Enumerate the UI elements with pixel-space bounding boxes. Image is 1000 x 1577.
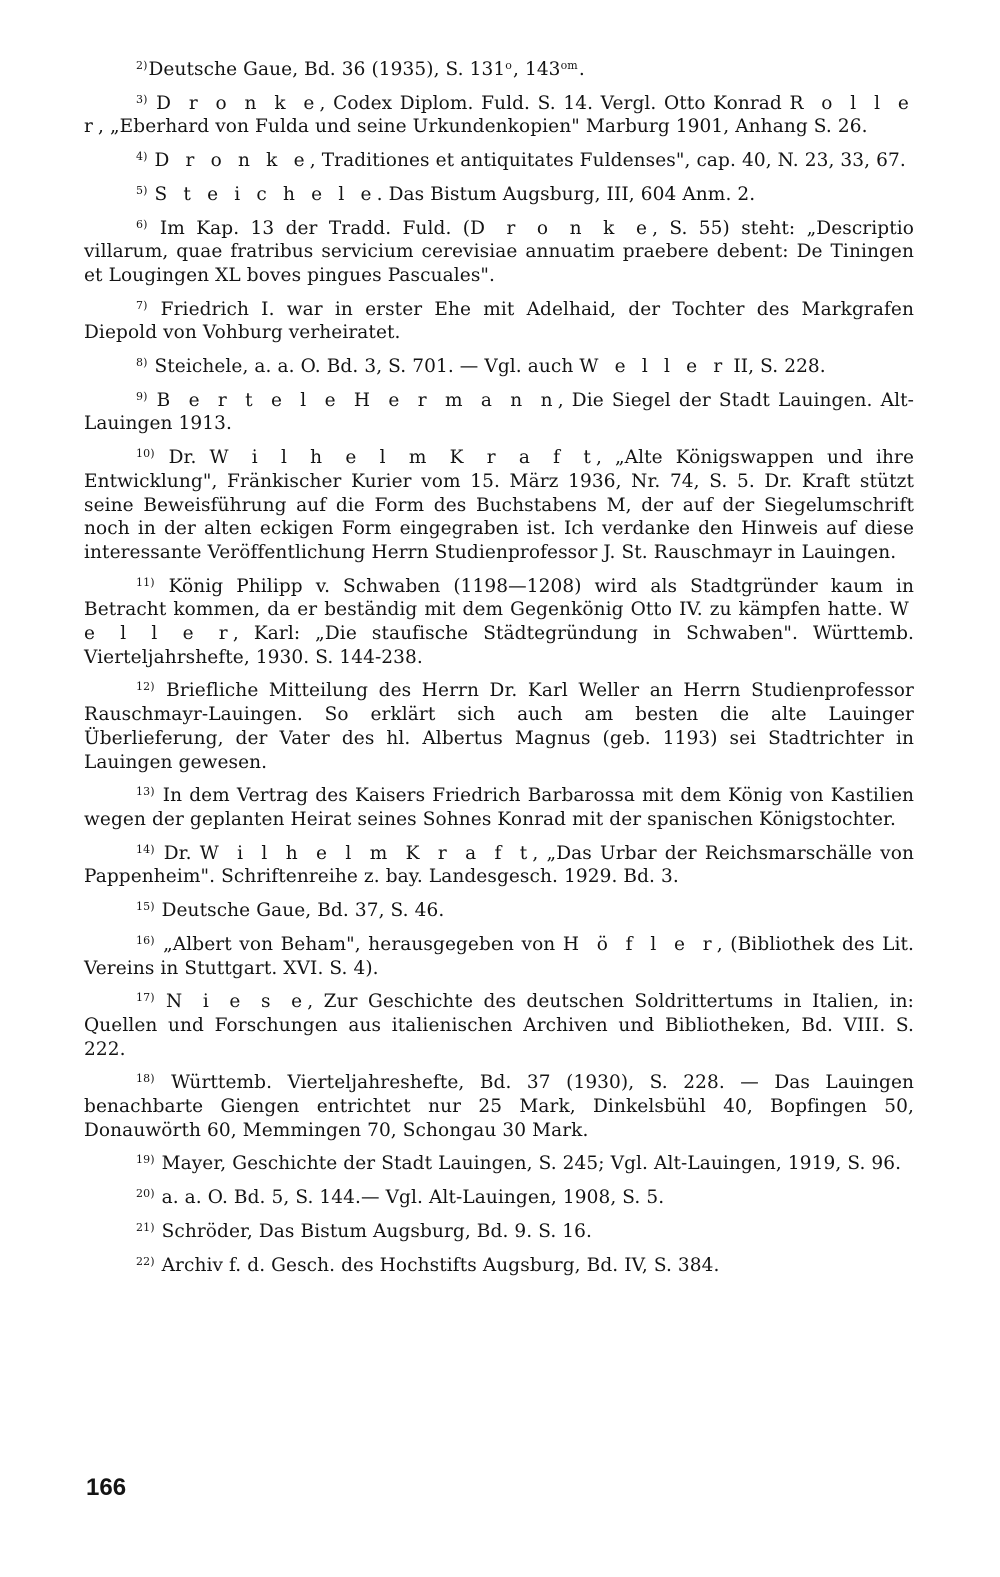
footnote-text: , Karl: „Die staufische Städtegründung in Schwaben". Württemb. Vierteljahrshefte, 1930. S. 144-238. (84, 623, 915, 668)
spaced-name: W e l l e r (579, 356, 728, 378)
footnote-text: II, S. 228. (727, 356, 826, 378)
footnote-2 (84, 58, 914, 82)
footnote-8 (84, 355, 914, 379)
footnote-marker: 15) (136, 900, 155, 914)
footnote-text: Friedrich I. war in erster Ehe mit Adelhaid, der Tochter des Markgrafen Diepold von Vohburg verheiratet. (84, 298, 914, 344)
footnote-22 (84, 1254, 914, 1278)
footnote-marker: 4) (136, 150, 148, 164)
footnote-text: . (578, 59, 585, 80)
footnote-text: Deutsche Gaue, Bd. 36 (1935), S. 131 (148, 59, 506, 80)
footnote-marker: 10) (136, 447, 155, 461)
footnote-text: Dr. (168, 447, 210, 469)
footnote-marker: 12) (136, 680, 155, 694)
superscript-text: o (505, 59, 512, 72)
footnote-text: , „Das Urbar der Reichsmarschälle von Pappenheim". Schriftenreihe z. bay. Landesgesch. 1929. Bd. 3. (84, 842, 914, 888)
spaced-name: D r o n k e (470, 217, 653, 239)
footnote-4 (84, 149, 914, 173)
footnote-marker: 14) (136, 842, 155, 856)
footnote-marker: 21) (136, 1220, 155, 1234)
footnote-text: Briefliche Mitteilung des Herrn Dr. Karl Weller an Herrn Studienprofessor Rauschmayr-Lauingen. So erklärt sich auch am besten die alte Lauinger Überlieferung, der Vater des hl. Albertus Magnus (geb. 1193) sei Stadtrichter in Lauingen gewesen. (84, 680, 914, 773)
footnotes-block (84, 58, 914, 1287)
footnote-text: , Codex Diplom. Fuld. S. 14. Vergl. Otto Konrad (319, 92, 790, 114)
footnote-5 (84, 183, 914, 207)
footnote-text: a. a. O. Bd. 5, S. 144.— Vgl. Alt-Lauingen, 1908, S. 5. (161, 1187, 665, 1209)
footnote-7 (84, 298, 914, 345)
footnote-text: , Zur Geschichte des deutschen Soldrittertums in Italien, in: Quellen und Forschungen aus italienischen Archiven und Bibliotheken, Bd. VIII. S. 222. (84, 991, 915, 1060)
footnote-20 (84, 1186, 914, 1210)
footnote-text: , (Bibliothek des Lit. Vereins in Stuttgart. XVI. S. 4). (84, 933, 914, 979)
spaced-name: W i l h e l m K r a f t (199, 842, 533, 864)
footnote-11 (84, 575, 914, 670)
footnote-marker: 2) (136, 59, 148, 72)
footnote-text: In dem Vertrag des Kaisers Friedrich Barbarossa mit dem König von Kastilien wegen der geplanten Heirat seines Sohnes Konrad mit der spanischen Königstochter. (84, 785, 915, 830)
footnote-3 (84, 92, 914, 139)
spaced-name: D r o n k e (154, 150, 310, 172)
spaced-name: W i l h e l m K r a f t (209, 447, 596, 469)
footnote-text: Archiv f. d. Gesch. des Hochstifts Augsburg, Bd. IV, S. 384. (161, 1254, 720, 1276)
footnote-text: , „Eberhard von Fulda und seine Urkundenkopien" Marburg 1901, Anhang S. 26. (98, 116, 868, 138)
footnote-marker: 13) (136, 785, 155, 799)
footnote-text: , „Alte Königswappen und ihre Entwicklung", Fränkischer Kurier vom 15. März 1936, Nr. 74, S. 5. Dr. Kraft stützt seine Beweisführung auf die Form des Buchstabens M, der auf der Siegelumschrift noch in der alten eckigen Form eingegraben ist. Ich verdanke den Hinweis auf diese interessante Veröffentlichung Herrn Studienprofessor J. St. Rauschmayr in Lauingen. (84, 447, 914, 563)
footnote-marker: 7) (136, 298, 148, 312)
footnote-text: Schröder, Das Bistum Augsburg, Bd. 9. S. 16. (161, 1220, 593, 1242)
footnote-9 (84, 389, 914, 436)
footnote-marker: 22) (136, 1254, 155, 1268)
footnote-text: , Die Siegel der Stadt Lauingen. Alt-Lauingen 1913. (84, 389, 914, 435)
footnote-text: Deutsche Gaue, Bd. 37, S. 46. (161, 900, 445, 922)
footnote-text: Dr. (163, 842, 200, 864)
spaced-name: S t e i c h e l e (154, 183, 377, 205)
footnote-21 (84, 1220, 914, 1244)
footnote-16 (84, 933, 914, 980)
superscript-text: om (560, 59, 578, 72)
footnote-text: Mayer, Geschichte der Stadt Lauingen, S. 245; Vgl. Alt-Lauingen, 1919, S. 96. (161, 1153, 902, 1175)
footnote-text: , 143 (512, 59, 561, 80)
footnote-marker: 20) (136, 1187, 155, 1201)
footnote-text: Steichele, a. a. O. Bd. 3, S. 701. — Vgl. auch (154, 356, 580, 378)
footnote-14 (84, 842, 914, 889)
page-number: 166 (86, 1474, 127, 1501)
footnote-text: Im Kap. 13 der Tradd. Fuld. ( (159, 217, 471, 239)
footnote-marker: 19) (136, 1153, 155, 1167)
footnote-18 (84, 1071, 914, 1142)
footnote-15 (84, 899, 914, 923)
footnote-17 (84, 990, 914, 1061)
spaced-name: D r o n k e (156, 92, 320, 114)
footnote-marker: 17) (136, 991, 155, 1005)
footnote-text: König Philipp v. Schwaben (1198—1208) wird als Stadtgründer kaum in Betracht kommen, da er beständig mit dem Gegenkönig Otto IV. zu kämpfen hatte. (84, 575, 914, 621)
footnote-10 (84, 446, 914, 565)
footnote-text: „Albert von Beham", herausgegeben von (163, 933, 563, 955)
footnote-13 (84, 784, 914, 831)
footnote-text: Württemb. Vierteljahreshefte, Bd. 37 (1930), S. 228. — Das Lauingen benachbarte Giengen entrichtet nur 25 Mark, Dinkelsbühl 40, Bopfingen 50, Donauwörth 60, Memmingen 70, Schongau 30 Mark. (84, 1072, 915, 1141)
footnote-6 (84, 217, 914, 288)
spaced-name: N i e s e (166, 991, 308, 1013)
footnote-text: , Traditiones et antiquitates Fuldenses", cap. 40, N. 23, 33, 67. (309, 150, 906, 172)
footnote-marker: 6) (136, 217, 148, 231)
spaced-name: R o l l e r (84, 92, 914, 138)
footnote-marker: 5) (136, 183, 148, 197)
footnote-text: . Das Bistum Augsburg, III, 604 Anm. 2. (376, 183, 756, 205)
footnote-marker: 11) (136, 575, 155, 589)
footnote-marker: 18) (136, 1072, 155, 1086)
footnote-marker: 16) (136, 933, 155, 947)
spaced-name: W e l l e r (84, 599, 914, 645)
footnote-12 (84, 679, 914, 774)
footnote-marker: 9) (136, 389, 148, 403)
spaced-name: H ö f l e r (562, 933, 717, 955)
footnote-text: , S. 55) steht: „Descriptio villarum, quae fratribus servicium cerevisiae annuatim praebere debent: De Tiningen et Lougingen XL boves pingues Pascuales". (84, 217, 914, 286)
footnote-19 (84, 1152, 914, 1176)
footnote-marker: 8) (136, 356, 148, 370)
spaced-name: B e r t e l e H e r m a n n (156, 389, 558, 411)
footnote-marker: 3) (136, 92, 148, 106)
